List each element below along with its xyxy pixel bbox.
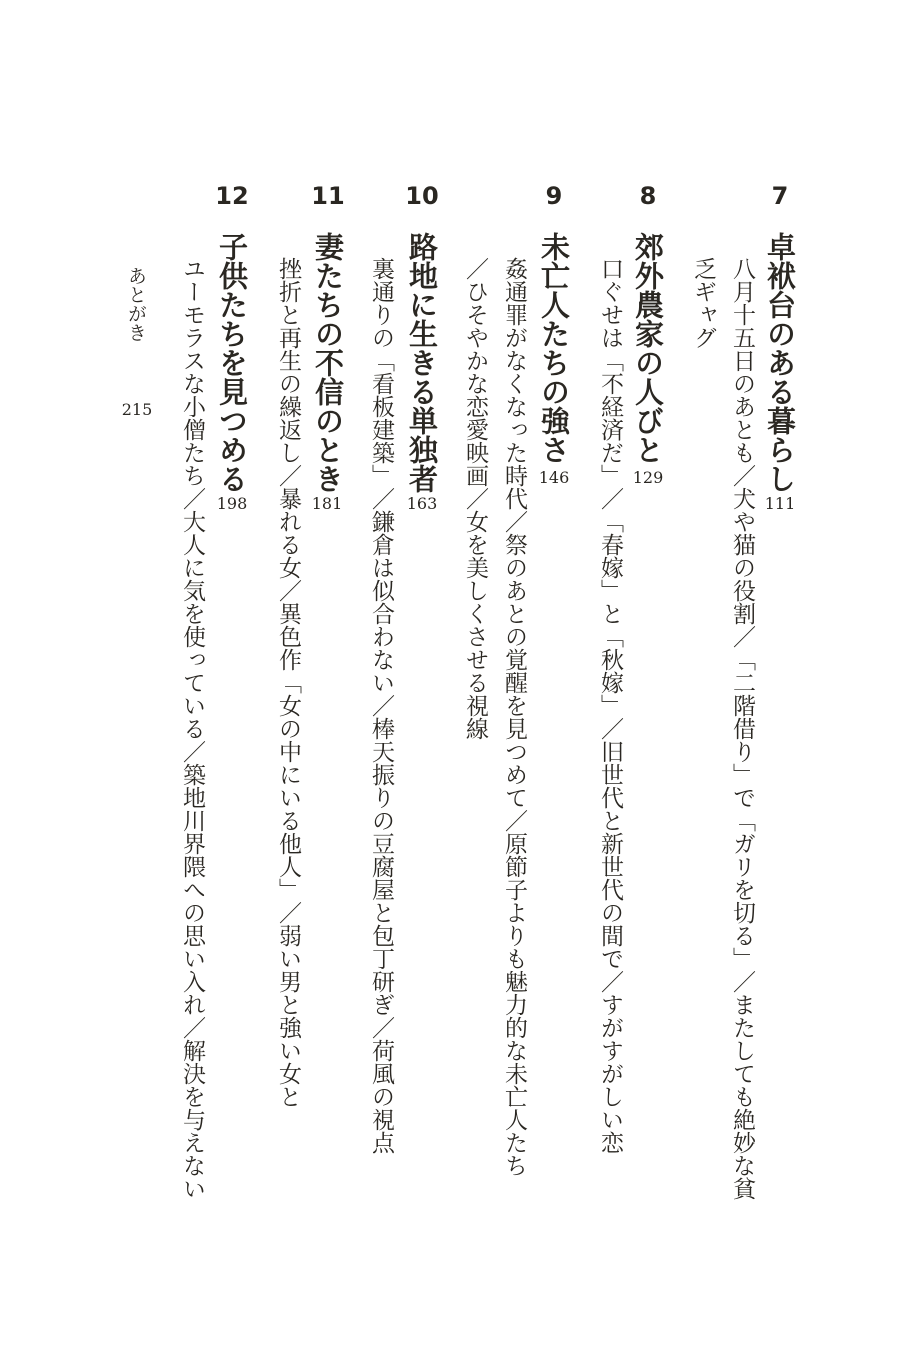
chapter-title: 未亡人たちの強さ xyxy=(537,232,571,464)
chapter-page-number: 163 xyxy=(406,494,438,513)
chapter-subtopics: 八月十五日のあとも／犬や猫の役割／「二階借り」で「ガリを切る」／またしても絶妙な貧 xyxy=(729,257,755,1200)
chapter-title: 郊外農家の人びと xyxy=(631,232,665,464)
chapter-number: 8 xyxy=(639,182,657,210)
chapter-page-number: 111 xyxy=(764,494,796,513)
chapter-page-number: 146 xyxy=(538,468,570,487)
chapter-title: 子供たちを見つめる xyxy=(215,232,249,493)
afterword-page-number: 215 xyxy=(121,400,153,419)
chapter-number: 12 xyxy=(215,182,249,210)
afterword-label: あとがき xyxy=(125,266,147,342)
chapter-subtopics: 裏通りの「看板建築」／鎌倉は似合わない／棒天振りの豆腐屋と包丁研ぎ／荷風の視点 xyxy=(368,257,394,1154)
chapter-title: 卓袱台のある暮らし xyxy=(763,232,797,493)
chapter-number: 11 xyxy=(311,182,345,210)
chapter-subtopics: 口ぐせは「不経済だ」／「春嫁」と「秋嫁」／旧世代と新世代の間で／すがすがしい恋 xyxy=(597,257,623,1154)
chapter-number: 9 xyxy=(545,182,563,210)
chapter-page-number: 181 xyxy=(311,494,343,513)
chapter-subtopics: ／ひそやかな恋愛映画／女を美しくさせる視線 xyxy=(462,257,488,740)
chapter-title: 路地に生きる単独者 xyxy=(405,232,439,493)
chapter-subtopics: 挫折と再生の繰返し／暴れる女／異色作「女の中にいる他人」／弱い男と強い女と xyxy=(275,257,301,1108)
chapter-page-number: 198 xyxy=(216,494,248,513)
chapter-number: 10 xyxy=(405,182,439,210)
chapter-page-number: 129 xyxy=(632,468,664,487)
chapter-subtopics: 乏ギャグ xyxy=(690,257,716,349)
chapter-subtopics: 姦通罪がなくなった時代／祭のあとの覚醒を見つめて／原節子よりも魅力的な未亡人たち xyxy=(501,257,527,1177)
chapter-subtopics: ユーモラスな小僧たち／大人に気を使っている／築地川界隈への思い入れ／解決を与えない xyxy=(179,257,205,1200)
chapter-title: 妻たちの不信のとき xyxy=(311,232,345,493)
chapter-number: 7 xyxy=(771,182,789,210)
